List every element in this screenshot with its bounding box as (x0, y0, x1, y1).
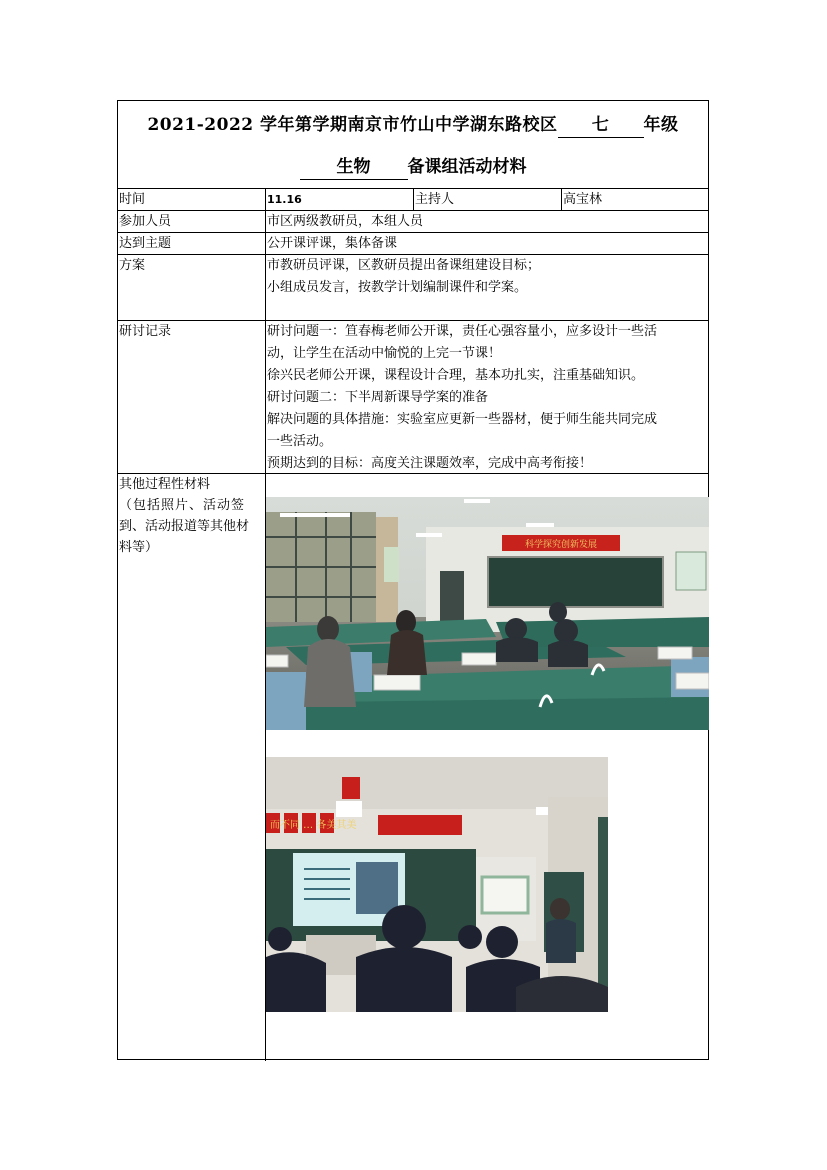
label-plan: 方案 (118, 255, 266, 320)
topic-value: 公开课评课，集体备课 (267, 236, 398, 251)
title-line-1 (118, 113, 708, 138)
plan-value (266, 255, 708, 320)
other-note-line: 到、活动报道等其他材 (119, 519, 250, 534)
title-prefix: 2021-2022 学年第学期南京市竹山中学湖东路校区 (147, 115, 558, 135)
time-value: 11.16 (266, 189, 414, 210)
label-topic: 达到主题 (118, 233, 266, 254)
other-label: 其他过程性材料 (119, 477, 211, 492)
host-label: 主持人 (414, 189, 562, 210)
subject-value: 生物 (300, 155, 408, 180)
row-plan (118, 255, 708, 321)
label-other (118, 474, 266, 1061)
label-time: 时间 (118, 189, 266, 210)
row-record (118, 321, 708, 474)
photo1-banner: 科学探究创新发展 (524, 540, 598, 550)
other-note-line: （包括照片、活动签 (119, 498, 246, 513)
plan-line: 市教研员评课，区教研员提出备课组建设目标； (267, 258, 541, 273)
classroom-photo-2 (266, 757, 608, 1012)
record-line: 研讨问题一：笪春梅老师公开课，责任心强容量小，应多设计一些活 (267, 324, 658, 339)
record-line: 解决问题的具体措施：实验室应更新一些器材，便于师生能共同完成 (267, 412, 658, 427)
record-line: 研讨问题二：下半周新课导学案的准备 (267, 390, 489, 405)
row-participants (118, 211, 708, 233)
title-line2-suffix: 备课组活动材料 (407, 157, 527, 177)
grade-value: 七 (558, 113, 644, 138)
title-grade-suffix: 年级 (643, 115, 679, 135)
photo2-banner: 而不同 … 各美其美 (270, 820, 357, 831)
other-note-line: 料等） (119, 540, 159, 555)
label-participants: 参加人员 (118, 211, 266, 232)
record-line: 徐兴民老师公开课，课程设计合理，基本功扎实，注重基础知识。 (267, 368, 645, 383)
record-line: 动，让学生在活动中愉悦的上完一节课！ (267, 346, 502, 361)
title-line-2 (118, 155, 708, 180)
document-title (118, 101, 708, 189)
record-line: 预期达到的目标：高度关注课题效率，完成中高考衔接！ (267, 456, 593, 471)
participants-value: 市区两级教研员，本组人员 (267, 214, 424, 229)
host-value: 高宝林 (563, 192, 603, 207)
record-value (266, 321, 708, 473)
plan-line: 小组成员发言，按教学计划编制课件和学案。 (267, 280, 528, 295)
label-record: 研讨记录 (118, 321, 266, 473)
row-topic (118, 233, 708, 255)
record-line: 一些活动。 (267, 434, 333, 449)
classroom-photo-1 (266, 497, 709, 730)
row-time (118, 189, 708, 211)
